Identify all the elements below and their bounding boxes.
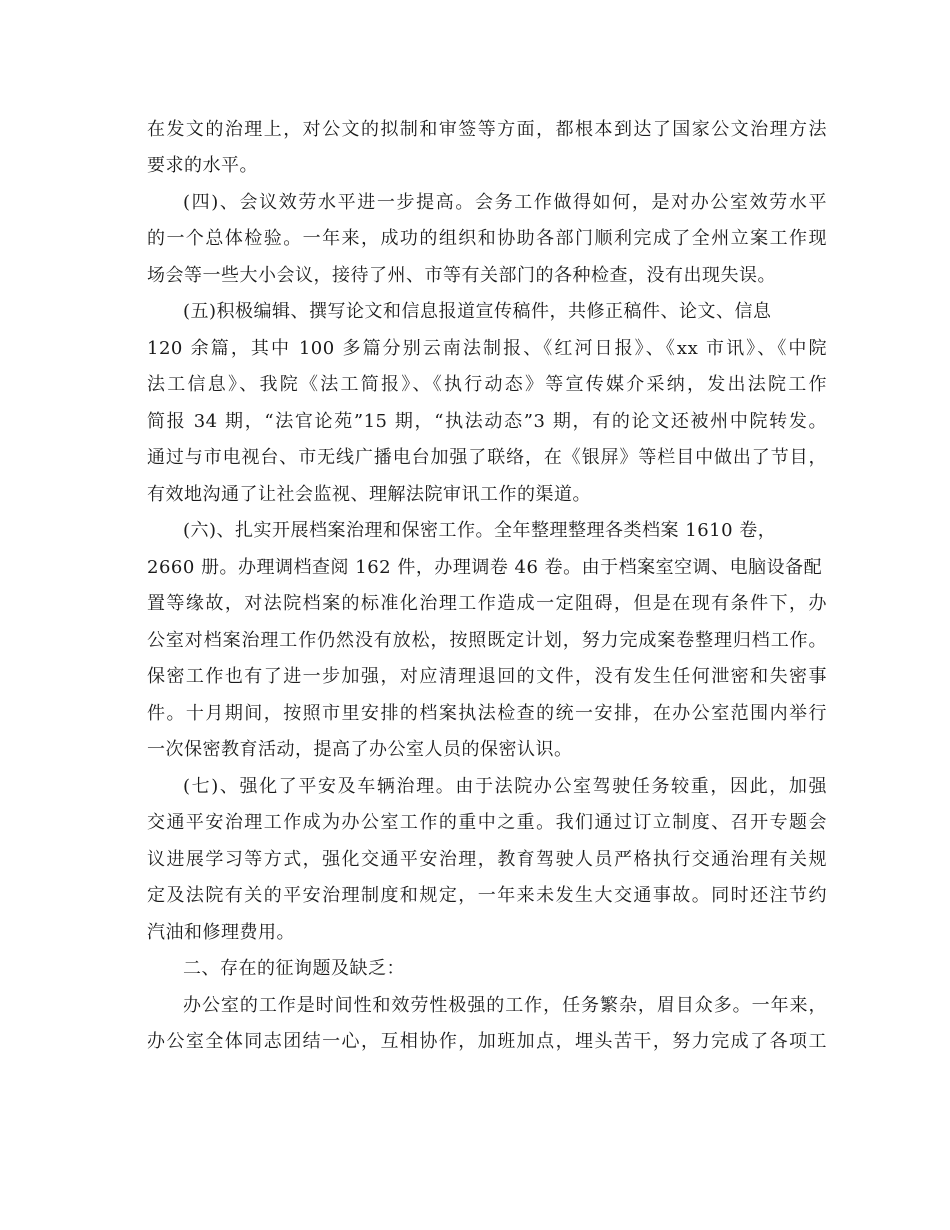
text-line: 2660 册。办理调档查阅 162 件，办理调卷 46 卷。由于档案室空调、电脑设备配 [147, 557, 823, 578]
text-line: 120 余篇，其中 100 多篇分别云南法制报、《红河日报》、《xx 市讯》、《中院 [147, 338, 827, 359]
text-line: 定及法院有关的平安治理制度和规定，一年来未发生大交通事故。同时还注节约 [147, 885, 827, 906]
text-line: 汽油和修理费用。 [147, 922, 295, 943]
paragraph-line: (四)、会议效劳水平进一步提高。会务工作做得如何，是对办公室效劳水平 [183, 192, 827, 213]
paragraph-line: (六)、扎实开展档案治理和保密工作。全年整理整理各类档案 1610 卷， [183, 520, 777, 541]
text-line: 法工信息》、我院《法工简报》、《执行动态》等宣传媒介采纳，发出法院工作 [147, 374, 827, 395]
text-line: 要求的水平。 [147, 155, 258, 176]
text-line: 交通平安治理工作成为办公室工作的重中之重。我们通过订立制度、召开专题会 [147, 812, 827, 833]
text-line: 有效地沟通了让社会监视、理解法院审讯工作的渠道。 [147, 484, 591, 505]
text-line: 保密工作也有了进一步加强，对应清理退回的文件，没有发生任何泄密和失密事 [147, 666, 827, 687]
text-line: 简报 34 期，“法官论苑”15 期，“执法动态”3 期，有的论文还被州中院转发。 [147, 411, 827, 432]
text-line: 议进展学习等方式，强化交通平安治理，教育驾驶人员严格执行交通治理有关规 [147, 849, 827, 870]
section-heading: 二、存在的征询题及缺乏： [183, 958, 405, 979]
text-line: 场会等一些大小会议，接待了州、市等有关部门的各种检查，没有出现失误。 [147, 265, 776, 286]
text-line: 在发文的治理上，对公文的拟制和审签等方面，都根本到达了国家公文治理方法 [147, 119, 827, 140]
text-line: 公室对档案治理工作仍然没有放松，按照既定计划，努力完成案卷整理归档工作。 [147, 630, 827, 651]
text-line: 一次保密教育活动，提高了办公室人员的保密认识。 [147, 739, 573, 760]
text-line: 通过与市电视台、市无线广播电台加强了联络，在《银屏》等栏目中做出了节目， [147, 447, 827, 468]
text-line: 的一个总体检验。一年来，成功的组织和协助各部门顺利完成了全州立案工作现 [147, 228, 827, 249]
paragraph-line: (七)、强化了平安及车辆治理。由于法院办公室驾驶任务较重，因此，加强 [183, 776, 827, 797]
text-line: 置等缘故，对法院档案的标准化治理工作造成一定阻碍，但是在现有条件下，办 [147, 593, 827, 614]
paragraph-line: (五)积极编辑、撰写论文和信息报道宣传稿件，共修正稿件、论文、信息 [183, 301, 772, 322]
text-line: 件。十月期间，按照市里安排的档案执法检查的统一安排，在办公室范围内举行 [147, 703, 827, 724]
text-line: 办公室全体同志团结一心，互相协作，加班加点，埋头苦干，努力完成了各项工 [147, 1031, 827, 1052]
paragraph-line: 办公室的工作是时间性和效劳性极强的工作，任务繁杂，眉目众多。一年来， [183, 995, 827, 1016]
